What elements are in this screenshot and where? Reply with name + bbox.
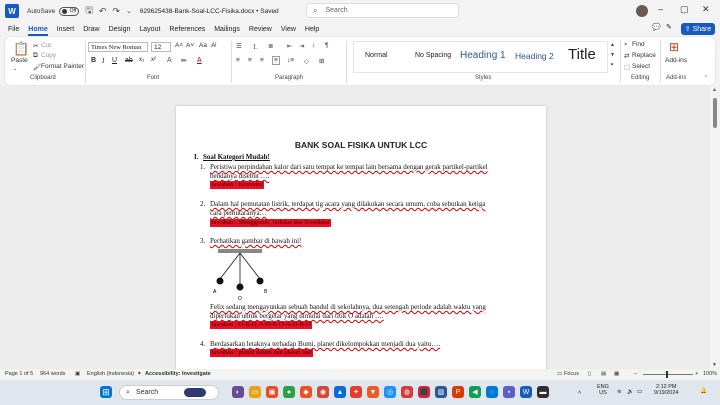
tab-references[interactable]: References [169,25,206,33]
maximize-icon[interactable]: ▢ [680,4,689,14]
section-number: I. [194,153,199,161]
vertical-scrollbar[interactable] [710,86,720,369]
pendulum-string [220,253,240,279]
scroll-up-icon[interactable]: ▲ [712,87,717,93]
scroll-down-icon[interactable]: ▼ [712,362,717,368]
styles-scroll-up-icon[interactable]: ▲ [610,42,615,48]
comments-icon[interactable]: 💬 [652,24,661,31]
status-bar [0,369,720,380]
app-icon-violet[interactable]: ▪ [503,386,515,398]
minimize-icon[interactable]: – [658,4,664,14]
customize-toolbar-icon[interactable]: ⌄ [125,8,132,15]
borders-icon[interactable]: ⊞ [319,58,325,65]
question-text: Peristiwa perpindahan kalor dari satu tempat ke tempat lain bersama dengan gerak partikel-partikel [210,163,488,171]
scrollbar-thumb[interactable] [713,98,717,128]
redo-icon[interactable]: ↷ [112,5,120,16]
search-icon: ⌕ [313,5,318,15]
shading-icon[interactable]: ◇ [304,58,309,65]
page-count[interactable]: Page 1 of 5 [5,371,34,377]
language-indicator[interactable] [597,384,609,396]
autosave-state: Off [69,8,77,14]
answer-highlight: Jawaban : planet dalam dan planet luar [211,349,313,356]
multilevel-list-icon[interactable]: ≣ [268,43,274,50]
clock-date: 9/19/2024 [654,390,679,396]
search-placeholder: Search [325,7,348,14]
highlight-color-icon[interactable]: ✏ [181,58,187,65]
app-icon-navy[interactable]: ▥ [435,386,447,398]
pendulum-support [218,249,262,253]
undo-icon[interactable]: ↶ [98,5,107,16]
powerpoint-icon[interactable]: P [452,386,464,398]
proofing-icon[interactable]: ▣ [75,371,81,377]
underline-button[interactable]: U [112,57,118,64]
language-status[interactable]: English (Indonesia) [87,371,135,377]
notifications-icon[interactable]: 🔔 [700,388,707,394]
focus-button[interactable]: Focus [564,371,579,377]
menu-bar [0,22,720,36]
read-mode-icon[interactable]: ▯ [588,371,592,377]
autosave-label: AutoSave [27,7,56,15]
volume-icon[interactable]: 🔈 [627,389,634,395]
tab-draw[interactable]: Draw [83,25,100,33]
accessibility-icon[interactable]: ✦ [137,371,142,377]
ribbon-divider [346,41,347,83]
addins-icon[interactable]: ⊞ [669,40,680,54]
tab-review[interactable]: Review [248,25,272,33]
taskbar-search[interactable] [119,385,219,400]
document-heading: BANK SOAL FISIKA UNTUK LCC [294,140,428,150]
battery-icon[interactable]: ▭ [637,389,643,395]
replace-icon[interactable]: ⇄ [624,53,630,60]
question-number: 1. [200,163,206,171]
app-icon-chrome[interactable]: ◉ [317,386,329,398]
language-bottom: US [599,390,607,396]
question-text: Berdasarkan letaknya terhadap Bumi, planet dikelompokkan menjadi dua yaitu…. [210,340,441,348]
answer-highlight: Jawaban : Konveksi [211,181,264,188]
align-right-icon[interactable]: ≡ [260,57,264,64]
section-heading: Soal Kategori Mudah! [203,153,270,161]
cut-button[interactable]: Cut [41,42,52,49]
clear-formatting-icon[interactable]: A̸ [211,42,216,49]
grow-font-icon[interactable]: A˄ [175,42,184,49]
show-marks-icon[interactable]: ¶ [325,42,329,49]
question-number: 2. [200,200,206,208]
clipboard-group-label: Clipboard [30,75,56,81]
numbering-icon[interactable]: ⒈ [252,44,259,51]
question-text: bendanya disebut …. [210,172,270,180]
line-spacing-icon[interactable]: ↕≡ [287,57,295,64]
app-icon-red-3[interactable]: ◍ [401,386,413,398]
app-icon-purple[interactable]: ◐ [232,386,244,398]
tab-design[interactable]: Design [108,25,131,33]
editing-group-label: Editing [631,75,650,81]
align-center-icon[interactable]: ≡ [248,57,252,64]
file-explorer-icon[interactable]: ▭ [249,386,261,398]
ribbon [5,37,715,85]
decrease-indent-icon[interactable]: ⇤ [287,43,293,50]
autosave-toggle[interactable] [59,7,79,16]
document-title: 629625438-Bank-Soal-LCC-Fisika.docx • Saved [139,7,279,15]
addins-group-label: Add-ins [666,75,687,81]
pdf-reader-icon[interactable]: ⬛ [418,386,430,398]
pendulum-string [240,253,260,279]
word-count[interactable]: 964 words [40,371,66,377]
strikethrough-button[interactable]: ab [125,57,133,64]
search-highlight-icon [184,388,206,397]
pendulum-figure [210,247,270,302]
share-button[interactable] [681,23,715,35]
find-icon[interactable]: ⌕ [624,41,628,48]
question-text: diperlukan untuk bergetar yang dimulai dari titik O adalah …. [210,312,384,320]
share-label: Share [692,25,712,33]
addins-button[interactable]: Add-ins [665,57,688,64]
font-group-label: Font [147,75,160,81]
document-canvas [0,86,710,369]
sort-icon[interactable]: ↕ [312,42,316,49]
bullets-icon[interactable]: ☰ [236,43,242,50]
question-text: Perhatikan gambar di bawah ini! [210,237,302,245]
text-effects-icon[interactable]: A [167,57,172,64]
focus-icon[interactable]: ▭ [557,371,563,377]
style-normal[interactable]: Normal [365,52,388,59]
tab-file[interactable]: File [8,25,20,33]
question-text: Dalam hal pemutatan listrik, terdapat tig acara yang dilakukan secara umum, coba sebutkan ketiga [210,200,486,208]
tab-help[interactable]: Help [304,25,320,33]
figure-label-a: A [213,289,217,295]
tab-layout[interactable]: Layout [139,25,161,33]
copy-icon[interactable]: ⧉ [33,52,38,59]
taskbar-search-label: Search [135,389,159,396]
avatar[interactable] [636,5,648,17]
language-top: ENG [597,384,609,390]
windows-start-icon[interactable]: ⊞ [100,386,112,398]
tray-chevron-icon[interactable]: ˄ [578,390,582,396]
change-case-icon[interactable]: Aa [199,42,207,49]
align-left-icon[interactable]: ≡ [236,57,240,64]
question-text: cara pemutaranya… [210,209,267,217]
font-color-icon[interactable]: A [197,57,202,64]
clock-time: 2:12 PM [655,384,677,390]
word-app-icon: W [5,4,19,18]
brave-browser-icon[interactable]: ▼ [367,386,379,398]
zoom-slider[interactable] [643,374,693,375]
format-painter-icon[interactable]: 🖌 [33,64,42,71]
search-input[interactable] [306,3,459,18]
select-button[interactable]: Select [632,63,651,70]
collapse-ribbon-icon[interactable]: ⌃ [704,75,709,81]
shrink-font-icon[interactable]: A˅ [186,42,195,49]
save-icon[interactable]: 🖫 [85,5,93,15]
zoom-out-icon[interactable]: – [634,371,638,377]
taskbar-search-icon: ⌕ [126,388,130,396]
styles-more-icon[interactable]: ⏷ [610,62,615,68]
figure-label-o: O [238,296,242,302]
app-icon-red[interactable]: ◆ [300,386,312,398]
document-page[interactable] [176,106,546,369]
clock[interactable] [654,384,678,396]
paste-icon[interactable]: 📋 [13,41,30,56]
close-icon[interactable]: ✕ [702,4,710,14]
pendulum-bob [237,284,244,291]
app-icon-blue[interactable]: ▲ [334,386,346,398]
figure-label-b: B [264,289,268,295]
app-icon-red-2[interactable]: ✦ [350,386,362,398]
paragraph-group-label: Paragraph [275,75,304,81]
copy-button[interactable]: Copy [41,52,57,59]
paste-button[interactable]: Paste [11,57,28,64]
italic-button[interactable]: I [102,57,105,65]
accessibility-status[interactable]: Accessibility: Investigate [145,371,211,377]
question-number: 4. [200,340,206,348]
tab-view[interactable]: View [280,25,296,33]
replace-button[interactable]: Replace [632,52,656,59]
justify-icon[interactable]: ≡ [274,57,278,64]
style-title[interactable]: Title [568,46,596,63]
print-layout-icon[interactable]: ▤ [601,371,607,377]
ribbon-divider [85,41,86,83]
editing-mode-icon[interactable]: ✎ [666,24,672,31]
tab-insert[interactable]: Insert [56,25,75,33]
select-icon[interactable]: ⬚ [624,64,631,71]
app-icon-orange[interactable]: ▣ [266,386,278,398]
superscript-button[interactable]: x² [151,57,156,63]
edge-browser-icon[interactable]: ◌ [486,386,498,398]
cut-icon[interactable]: ✂ [33,43,39,50]
pendulum-bob [257,278,264,285]
question-number: 3. [200,237,206,245]
styles-group-label: Styles [475,75,492,81]
font-family-select[interactable]: Times New Roman [88,42,148,52]
style-heading-2[interactable]: Heading 2 [515,51,554,61]
styles-scroll-down-icon[interactable]: ▼ [610,52,615,58]
zoom-slider-thumb[interactable] [666,371,668,378]
zoom-level[interactable]: 100% [703,371,718,377]
paste-dropdown-icon[interactable]: ⌄ [13,66,18,72]
app-icon-dark[interactable]: ▬ [537,386,549,398]
bold-button[interactable]: B [91,57,97,64]
ribbon-divider [660,41,661,83]
style-heading-1[interactable]: Heading 1 [460,50,506,61]
tab-home[interactable]: Home [28,25,48,33]
tab-mailings[interactable]: Mailings [214,25,240,33]
question-text: Felix sedang mengayunkan sebuah bandul di sekolahnya, dua setengah periode adalah waktu yang [210,303,486,311]
answer-highlight: Jawaban : Menggosok, Induksi dan Konduksi [211,219,330,226]
font-size-select[interactable]: 12 [151,42,171,52]
increase-indent-icon[interactable]: ⇥ [299,43,305,50]
format-painter-button[interactable]: Format Painter [41,63,84,70]
zoom-in-icon[interactable]: + [695,371,699,377]
app-icon-teal[interactable]: ◎ [384,386,396,398]
pendulum-bob [217,278,224,285]
style-no-spacing[interactable]: No Spacing [415,52,452,59]
ribbon-divider [231,41,232,83]
word-taskbar-icon[interactable]: W [520,386,532,398]
subscript-button[interactable]: x₂ [139,57,145,63]
taskbar [0,380,720,405]
answer-highlight: Jawaban : O-B-O-A-O-B-O-A-O-B-O [211,321,311,328]
app-icon-green[interactable]: ● [283,386,295,398]
wifi-icon[interactable]: ≋ [617,389,622,395]
ribbon-divider [620,41,621,83]
find-button[interactable]: Find [632,41,645,48]
share-icon: ⇪ [684,26,691,33]
app-icon-green-2[interactable]: ◀ [469,386,481,398]
web-layout-icon[interactable]: ▦ [614,371,620,377]
